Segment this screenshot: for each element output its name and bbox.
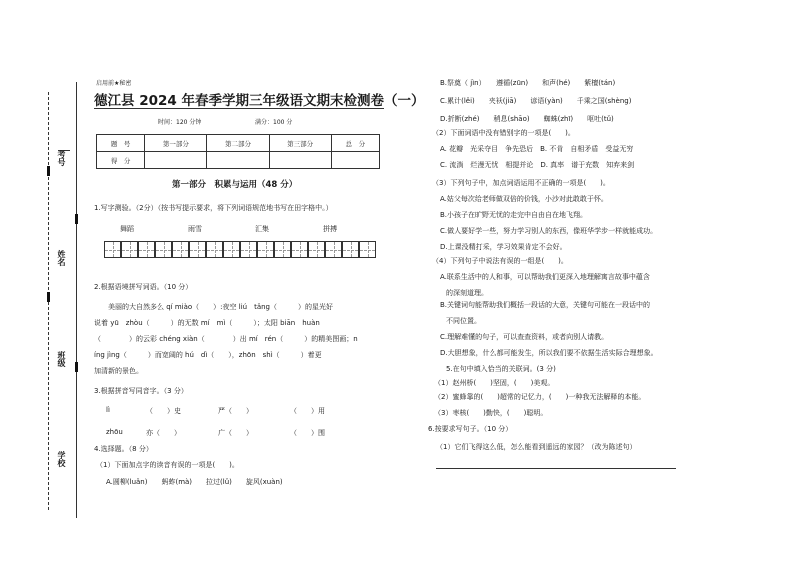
right-question-line: A. 花瓣 光采夺目 争先恐后 B. 不肯 自相矛盾 受益无穷 [440,145,634,153]
right-question-line: 的深刻道理。 [446,289,488,297]
tianzige-cell[interactable] [172,241,189,258]
right-question-line: D.大胆想象，什么都可能发生，所以我们要不依据生活实际合理想象。 [440,349,658,357]
blank-item[interactable]: （ ）史 [146,407,181,415]
tianzige-cell[interactable] [359,241,376,258]
score-table-cell: 题 号 [97,135,145,152]
binding-line-inner [76,82,77,518]
word-label: 拼搏 [323,225,337,233]
q4-sub1: （1）下面加点字的读音有误的一项是( )。 [96,461,239,469]
right-question-line: C. 流淌 烂漫无忧 相提并论 D. 真率 谱于充数 知弃来剑 [440,161,635,169]
right-question-line: A.姑父每次给老师做双倍的价钱，小沙对此敢敢于怀。 [440,195,608,203]
right-question-line: B.小孩子在旷野无忧的走完中自由自在地飞翔。 [440,211,588,219]
pinyin: zhōu [106,428,123,436]
binding-marker [75,362,78,372]
blank-item[interactable]: （ ）用 [290,407,325,415]
right-question-line: D.上课没精打采，学习效果肯定不会好。 [440,243,567,251]
score-input-cell[interactable] [269,152,331,169]
tianzige-cell[interactable] [342,241,359,258]
q2-line: 美丽的大自然多么 qí miào（ ）:夜空 liú tǎng（ ）的星光好 [108,303,333,311]
binding-marker [47,166,50,176]
blank-item[interactable]: 广（ ） [218,429,253,437]
right-question-line: 6.按要求写句子。（10 分） [428,425,513,433]
right-question-line: B.关键词句能帮助我们概括一段话的大意，关键句可能在一段话中的 [440,301,651,309]
blank-item[interactable]: 亦（ ） [146,429,181,437]
side-label-school: 学校 [57,451,66,467]
exam-time: 时间：120 分钟 [158,119,202,126]
score-table-cell: 第一部分 [145,135,207,152]
right-question-line: （3）枣核( )勤快，( )聪明。 [434,409,548,417]
right-question-line: C.做人要好学一些，努力学习别人的东西，像班华学步一样就能成功。 [440,227,658,235]
question-2: 2.根据语境拼写词语。（10 分） [94,283,193,291]
score-table-cell: 总 分 [331,135,379,152]
tianzige-cell[interactable] [291,241,308,258]
right-question-line: B.祭奠（ jìn） 遵循(zūn) 和声(hé) 紫檀(tán) [440,79,616,87]
right-question-line: D.折断(zhé) 稍息(shāo) 蜘蛛(zhī) 呕吐(tǔ) [440,115,614,123]
right-question-line: （1）赵州桥( )坚固，( )美观。 [434,379,555,387]
score-input-cell[interactable] [145,152,207,169]
score-input-cell[interactable] [331,152,379,169]
right-question-line: 不同位置。 [446,317,481,325]
word-label: 雨雪 [188,225,202,233]
right-question-line: （3）下列句子中，加点词语运用不正确的一项是( )。 [432,179,610,187]
binding-marker [47,292,50,302]
tianzige-cell[interactable] [206,241,223,258]
q2-line: 说着 yū zhòu（ ）的无数 mí mì（ ）；太阳 biān huàn [94,319,320,327]
tianzige-cell[interactable] [240,241,257,258]
right-question-line: （2）蜜蜂靠的( )超常的记忆力，( )一种我无法解释的本能。 [434,393,646,401]
question-4: 4.选择题。（8 分） [94,445,153,453]
question-1: 1.写字测验。（2分）（按书写提示要求，将下列词语规范地书写在田字格中。） [94,204,333,212]
tianzige-cell[interactable] [189,241,206,258]
blank-item[interactable]: （ ）围 [290,429,325,437]
tianzige-cell[interactable] [155,241,172,258]
right-question-line: （4）下列句子中说法有误的一组是( )。 [432,257,568,265]
q2-line: 加清新的景色。 [94,367,143,375]
answer-line[interactable] [436,468,676,469]
score-input-cell[interactable] [207,152,269,169]
right-question-line: A.联系生活中的人和事，可以帮助我们更深入地理解寓言故事中蕴含 [440,273,650,281]
tianzige-cell[interactable] [325,241,342,258]
right-question-line: （2）下面词语中没有错别字的一项是( )。 [432,129,575,137]
question-3: 3.根据拼音写同音字。（3 分） [94,387,188,395]
tianzige-cell[interactable] [138,241,155,258]
right-question-line: （1）它们飞得这么低，怎么能看到遥远的家园？（改为陈述句） [436,443,637,451]
tianzige-cell[interactable] [104,241,121,258]
secret-stamp: 启用前★秘密 [96,80,132,87]
tianzige-cell[interactable] [121,241,138,258]
tianzige-cell[interactable] [274,241,291,258]
q2-line: íng jìng（ ）而宽阔的 hú dì（ ），zhōn shì（ ）着更 [94,351,322,359]
binding-marker [75,214,78,224]
side-label-name: 姓名 [57,250,66,266]
word-label: 汇集 [255,225,269,233]
right-question-line: C.理解难懂的句子，可以查查资料，或者向别人请教。 [440,333,609,341]
score-table-cell: 得 分 [97,152,145,169]
pinyin: lì [106,406,110,414]
full-score: 满分：100 分 [255,119,293,126]
q4-option-a: A.圆柳(luǎn) 蚂蚱(mà) 拉过(lǔ) 旋风(xuàn) [106,478,283,486]
right-question-line: 5.在句中填入恰当的关联词。(3 分) [446,365,556,373]
title-underline [94,108,384,109]
side-label-exam-no: 考号 [57,150,66,166]
section-heading: 第一部分 积累与运用（48 分） [172,180,298,190]
side-label-class: 班级 [57,351,66,367]
tianzige-cell[interactable] [308,241,325,258]
score-table-cell: 第二部分 [207,135,269,152]
tianzige-cell[interactable] [257,241,274,258]
q2-line: （ ）的云彩 chéng xiàn（ ）出 mí rén（ ）的精美图画；n [94,335,358,343]
score-table-cell: 第三部分 [269,135,331,152]
blank-item[interactable]: 严（ ） [218,407,253,415]
score-table [96,134,380,169]
tianzige-cell[interactable] [223,241,240,258]
page-title: 德江县 2024 年春季学期三年级语文期末检测卷（一） [94,93,425,109]
right-question-line: C.累计(lěi) 夹袄(jiā) 谚语(yàn) 千乘之国(shèng) [440,97,632,105]
word-label: 舞蹈 [120,225,134,233]
